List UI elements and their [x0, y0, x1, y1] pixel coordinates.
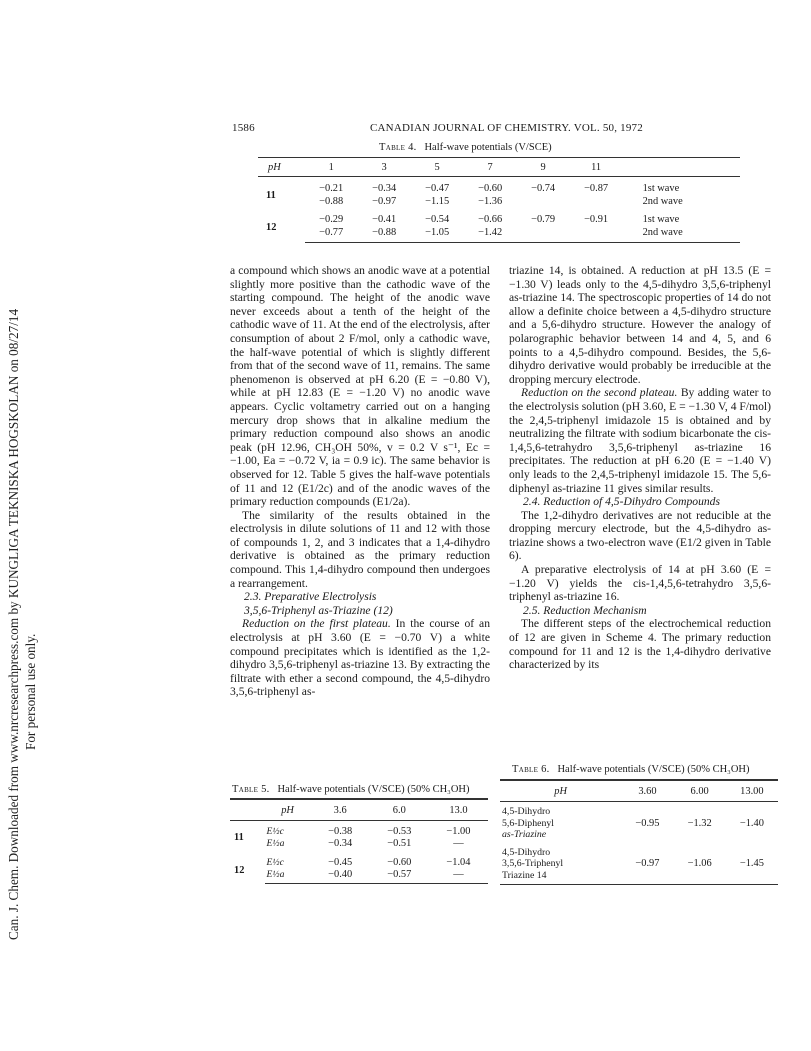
table-cell: −0.53 — [387, 826, 412, 837]
table-cell: −1.42 — [464, 226, 517, 243]
paragraph-lead: Reduction on the first plateau. — [242, 617, 391, 631]
table-cell: −1.04 — [446, 857, 471, 868]
subsection-heading: 3,5,6-Triphenyl as-Triazine (12) — [244, 603, 393, 617]
potential-symbol: E½c — [266, 857, 284, 868]
right-text-column — [509, 264, 771, 672]
table-cell: −0.51 — [387, 837, 412, 849]
table-cell: −0.54 — [425, 214, 450, 225]
paragraph: A preparative electrolysis of 14 at pH 3.60 (E = −1.20 V) yields the cis-1,4,5,6-tetrahydro 3,5,6-triphenyl as-triazine 16. — [509, 563, 771, 604]
table-cell: −1.15 — [425, 196, 450, 207]
table-row — [230, 869, 488, 884]
compound-name — [500, 841, 621, 885]
table-cell: −0.34 — [328, 837, 353, 849]
table-cell: −1.45 — [726, 841, 778, 885]
paragraph-body: By adding water to the electrolysis solution (pH 3.60, E = −1.30 V, 4 F/mol) the 2,4,5-triphenyl imidazole 15 is obtained and by neutralizing the filtrate with sodium bicarbonate the cis-1,4,5,6-tetrahydro 3,5,6-triphenyl as-triazine 16 precipitates. The reduction at pH 6.20 (E = −1.40 V) only leads to the 2,4,5-triphenyl imidazole 15. The 5,6-diphenyl as-triazine 11 gives similar results. — [509, 386, 771, 495]
table-cell: — — [453, 837, 464, 849]
table-row — [258, 177, 740, 196]
table4-caption-text: Half-wave potentials (V/SCE) — [424, 142, 552, 153]
table-cell: −0.91 — [584, 214, 609, 225]
table-cell: −0.40 — [311, 869, 370, 884]
table-cell: −0.88 — [358, 226, 411, 243]
page-number: 1586 — [232, 122, 255, 134]
table-cell: −0.79 — [531, 214, 556, 225]
table-cell: −0.60 — [478, 183, 503, 194]
table5-col-header: 3.6 — [311, 799, 370, 821]
table4-col-header — [623, 158, 740, 177]
paragraph — [509, 386, 771, 495]
table-cell: −0.87 — [584, 183, 609, 194]
paragraph — [230, 617, 490, 699]
table6-col-header: 6.00 — [674, 780, 726, 802]
potential-symbol: E½c — [266, 826, 284, 837]
table-row — [258, 208, 740, 226]
wave-label: 2nd wave — [623, 226, 740, 243]
table4-col-header: 9 — [517, 158, 570, 177]
compound-name-line: 4,5-Dihydro — [502, 846, 551, 858]
watermark-line-download: Can. J. Chem. Downloaded from www.nrcresearchpress.com by KUNGLIGA TEKNISKA HOGSKOLAN on 08/27/14 — [6, 308, 21, 940]
paragraph: triazine 14, is obtained. A reduction at pH 13.5 (E = −1.30 V) leads only to the 4,5-dihydro 3,5,6-triphenyl as-triazine 14. The spectroscopic properties of 14 do not allow a definite choice between a 4,5-dihydro structure and a 5,6-dihydro structure. However the analogy of polarographic behavior between 14 and 4, 5, and 6 points to a 4,5-dihydro compound. Besides, the 5,6-dihydro derivative would probably be irreducible at the dropping mercury electrode. — [509, 264, 771, 386]
table-6-half-wave-potentials — [500, 779, 778, 885]
wave-label: 1st wave — [642, 183, 680, 194]
table4-col-header: 1 — [305, 158, 358, 177]
table-cell: −0.60 — [387, 857, 412, 868]
table-cell: −0.41 — [372, 214, 397, 225]
compound-name-line: 5,6-Diphenyl — [502, 817, 554, 829]
compound-name-line: 4,5-Dihydro — [502, 806, 551, 817]
table5-col-header: 6.0 — [370, 799, 429, 821]
table-row — [500, 841, 778, 885]
table-cell: −0.97 — [372, 196, 397, 207]
table4-col-header: 5 — [411, 158, 464, 177]
download-watermark — [2, 150, 42, 950]
table-cell: −0.45 — [328, 857, 353, 868]
potential-symbol: E½a — [265, 869, 311, 884]
compound-label: 12 — [234, 864, 245, 876]
table6-col-header: 13.00 — [726, 780, 778, 802]
table4-col-header: 11 — [570, 158, 623, 177]
compound-label: 12 — [266, 222, 277, 234]
compound-label: 11 — [234, 831, 244, 843]
table4-col-header: 7 — [464, 158, 517, 177]
table-cell: −0.97 — [621, 841, 673, 885]
table4-header-row — [258, 158, 740, 177]
table4-caption-lead: Table 4. — [379, 142, 417, 153]
running-header: CANADIAN JOURNAL OF CHEMISTRY. VOL. 50, 1972 — [370, 122, 643, 134]
table-row — [258, 195, 740, 208]
table-cell: −1.00 — [446, 826, 471, 837]
table5-header-row — [230, 799, 488, 821]
table-cell: −0.29 — [319, 214, 344, 225]
table-4-half-wave-potentials — [258, 157, 740, 243]
compound-name — [500, 802, 621, 841]
table5-caption-text: Half-wave potentials (V/SCE) (50% CH₃OH) — [277, 784, 470, 795]
table6-caption-lead: Table 6. — [512, 764, 550, 775]
section-heading: 2.5. Reduction Mechanism — [523, 603, 647, 617]
table4-col-header: 3 — [358, 158, 411, 177]
table-row — [500, 802, 778, 841]
table5-col-header: 13.0 — [429, 799, 488, 821]
table-cell: −0.34 — [372, 183, 397, 194]
paragraph: a compound which shows an anodic wave at a potential slightly more positive than the cathodic wave of the starting compound. The height of the anodic wave never exceeds about a tenth of the height of the cathodic wave of 11. At the end of the electrolysis, after consumption of about 2 F/mol, only a cathodic wave, the half-wave potential of which is slightly different from that of the second wave of 11, remains. The same phenomenon is observed at pH 6.20 (E = −0.80 V), while at pH 12.83 (E = −1.20 V) no anodic wave appears. Cyclic voltametry carried out on a hanging mercury drop shows that in alkaline medium the primary reduction compound also shows an anodic peak (pH 12.96, CH₃OH 50%, v = 0.2 V s⁻¹, Ec = −1.00, Ea = −0.72 V, ia = 0.9 ic). The same behavior is observed for 12. Table 5 gives the half-wave potentials of 11 and 12 (E1/2c) and of the anodic waves of the primary reduction compounds (E1/2a). — [230, 264, 490, 509]
paragraph: The 1,2-dihydro derivatives are not reducible at the dropping mercury electrode, but the 4,5-dihydro as-triazine shows a two-electron wave (E1/2 given in Table 6). — [509, 508, 771, 563]
table-cell: −0.95 — [635, 817, 660, 829]
paragraph: The different steps of the electrochemical reduction of 12 are given in Scheme 4. The primary reduction compound for 11 and 12 is the 1,4-dihydro derivative characterized by its — [509, 617, 771, 672]
wave-label: 1st wave — [642, 214, 680, 225]
table-cell — [517, 226, 570, 243]
table-cell: −0.66 — [478, 214, 503, 225]
table-cell: −0.47 — [425, 183, 450, 194]
table-cell: −0.38 — [328, 826, 353, 837]
table-cell: −1.05 — [411, 226, 464, 243]
section-heading: 2.4. Reduction of 4,5-Dihydro Compounds — [523, 495, 720, 509]
table5-caption — [232, 784, 470, 795]
table-cell: — — [429, 869, 488, 884]
compound-name-line: as-Triazine — [502, 829, 547, 840]
section-heading: 2.3. Preparative Electrolysis — [244, 590, 377, 604]
table6-caption-text: Half-wave potentials (V/SCE) (50% CH₃OH) — [557, 764, 750, 775]
compound-label: 11 — [266, 189, 276, 201]
table-cell — [570, 226, 623, 243]
table4-caption — [379, 142, 552, 153]
table-row — [230, 821, 488, 838]
watermark-line-personal-use: For personal use only. — [23, 633, 38, 750]
table6-ph-header: pH — [500, 780, 621, 802]
table5-blank-header — [230, 799, 265, 821]
potential-symbol: E½a — [266, 837, 285, 849]
paragraph-lead: Reduction on the second plateau. — [521, 386, 678, 400]
wave-label: 2nd wave — [642, 196, 683, 207]
table-cell: −0.74 — [531, 183, 556, 194]
table-cell: −1.32 — [687, 817, 712, 829]
table4-ph-header: pH — [258, 158, 305, 177]
left-text-column — [230, 264, 490, 699]
table-cell — [570, 195, 623, 208]
table-cell — [517, 195, 570, 208]
compound-name-line: Triazine 14 — [502, 869, 547, 881]
table-cell: −1.06 — [674, 841, 726, 885]
table-cell: −1.40 — [739, 817, 764, 829]
table-5-half-wave-potentials — [230, 798, 488, 884]
table6-col-header: 3.60 — [621, 780, 673, 802]
table-cell: −0.88 — [319, 196, 344, 207]
table-cell: −0.77 — [305, 226, 358, 243]
paragraph-body: In the course of an electrolysis at pH 3.60 (E = −0.70 V) a white compound precipitates which is identified as the 1,2-dihydro 3,5,6-triphenyl as-triazine 13. By extracting the filtrate with ether a second compound, the 4,5-dihydro 3,5,6-triphenyl as- — [230, 617, 490, 699]
table-cell: −1.36 — [478, 196, 503, 207]
compound-name-line: 3,5,6-Triphenyl — [502, 858, 564, 869]
table6-header-row — [500, 780, 778, 802]
table-row — [230, 838, 488, 850]
table-cell: −0.57 — [370, 869, 429, 884]
table-row — [258, 226, 740, 243]
table5-caption-lead: Table 5. — [232, 784, 270, 795]
table6-caption — [512, 764, 750, 775]
table-cell: −0.21 — [319, 183, 344, 194]
table5-ph-header: pH — [265, 799, 311, 821]
paragraph: The similarity of the results obtained in the electrolysis in dilute solutions of 11 and 12 with those of compounds 1, 2, and 3 indicates that a 1,4-dihydro derivative is obtained as the primary reduction compound. This 1,4-dihydro compound then undergoes a rearrangement. — [230, 508, 490, 590]
table-row — [230, 849, 488, 869]
